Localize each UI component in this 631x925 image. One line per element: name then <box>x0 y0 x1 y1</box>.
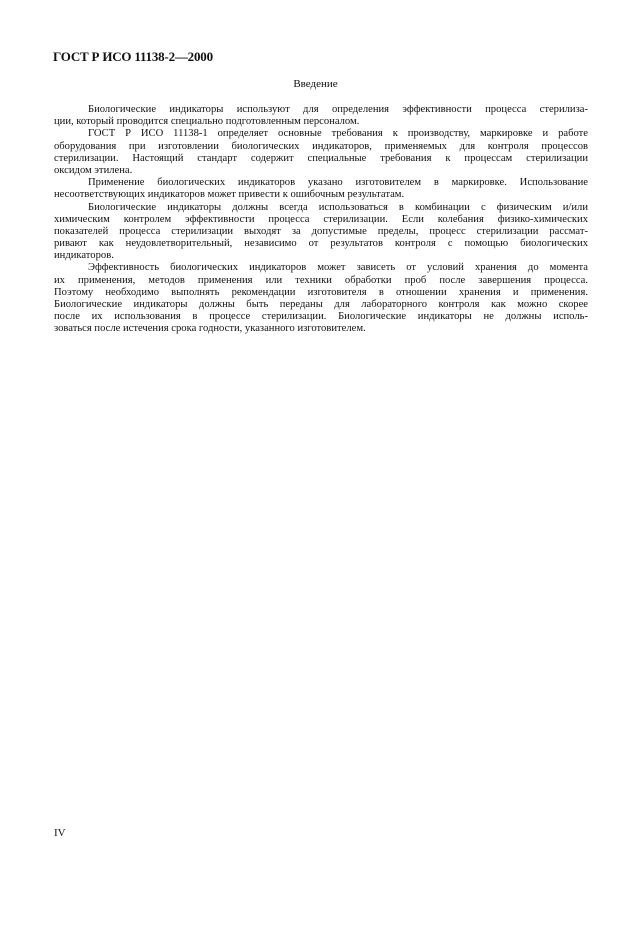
text-line: несоответствующих индикаторов может привести к ошибочным результатам. <box>54 189 405 201</box>
text-line: показателей процесса стерилизации выходят за допустимые пределы, процесс стерилизации рассмат- <box>54 225 588 237</box>
paragraph <box>54 104 588 128</box>
text-line: ции, который проводится специально подготовленным персоналом. <box>54 116 360 128</box>
paragraph <box>54 202 588 263</box>
text-line: после их использования в процессе стерилизации. Биологические индикаторы не должны исполь- <box>54 311 588 323</box>
text-line: их применения, методов применения или техники обработки проб после завершения процесса. <box>54 274 588 286</box>
text-line: химическим контролем эффективности процесса стерилизации. Если колебания физико-химических <box>54 213 588 225</box>
paragraph <box>54 177 588 201</box>
text-line: индикаторов. <box>54 250 114 262</box>
text-line: стерилизации. Настоящий стандарт содержит специальные требования к процессам стерилизации <box>54 152 588 164</box>
text-line: Биологические индикаторы должны быть переданы для лабораторного контроля как можно скорее <box>54 299 588 310</box>
text-line: оборудования при изготовлении биологических индикаторов, применяемых для контроля процессов <box>54 140 588 152</box>
paragraph <box>54 262 588 335</box>
text-line: Применение биологических индикаторов указано изготовителем в маркировке. Использование <box>88 177 588 189</box>
text-line: ривают как неудовлетворительный, независимо от результатов контроля с помощью биологических <box>54 238 588 250</box>
section-title: Введение <box>293 78 338 90</box>
text-line: Поэтому необходимо выполнять рекомендации изготовителя в отношении хранения и применения. <box>54 286 588 298</box>
text-line: Эффективность биологических индикаторов может зависеть от условий хранения до момента <box>88 262 588 274</box>
document-body <box>54 104 588 336</box>
text-line: оксидом этилена. <box>54 164 133 176</box>
paragraph <box>54 128 588 177</box>
document-header: ГОСТ Р ИСО 11138-2—2000 <box>53 49 213 64</box>
page-number: IV <box>54 827 66 839</box>
text-line: зоваться после истечения срока годности, указанного изготовителем. <box>54 323 366 335</box>
text-line: Биологические индикаторы используют для определения эффективности процесса стерилиза- <box>88 104 588 115</box>
text-line: Биологические индикаторы должны всегда использоваться в комбинации с физическим и/или <box>88 201 588 213</box>
text-line: ГОСТ Р ИСО 11138-1 определяет основные требования к производству, маркировке и работе <box>88 128 588 140</box>
